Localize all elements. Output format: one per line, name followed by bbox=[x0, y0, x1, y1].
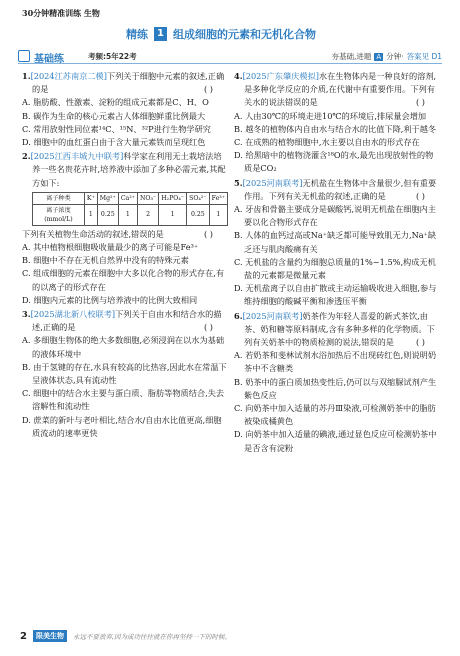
question bbox=[22, 150, 228, 307]
question-text: 科学家在利用无土栽培法培养一些名贵花卉时,培养液中添加了多种必需元素,其配方如下: bbox=[32, 151, 226, 188]
question-stem: 6.[2025河南联考]奶茶作为年轻人喜爱的新式茶饮,由茶、奶和糖等原料制成,含有多种多样的化学物质。下列有关奶茶中的物质检测的说法,错误的是 ( ) bbox=[234, 310, 435, 348]
section-right: 夯基础,进题 A 分钟· 答案见 D1 bbox=[331, 52, 442, 61]
table-header-cell: H₂PO₄⁻ bbox=[159, 192, 187, 204]
answer-option: A. 人由30℃的环境走进10℃的环境后,排尿量会增加 bbox=[234, 110, 427, 121]
table-header-cell: 离子种类 bbox=[33, 192, 85, 204]
question-number: 1. bbox=[22, 71, 31, 81]
answer-option: D. 蔗菜的新叶与老叶相比,结合水/自由水比值更高,细胞质流动的速率更快 bbox=[22, 414, 222, 438]
table-cell: 2 bbox=[137, 204, 158, 225]
table-header-cell: SO₄²⁻ bbox=[187, 192, 210, 204]
question-source: [2025湖北新八校联考] bbox=[30, 309, 116, 320]
answer-link[interactable]: 答案见 D1 bbox=[406, 52, 442, 61]
table-header-cell: Ca²⁺ bbox=[118, 192, 137, 204]
question-number: 3. bbox=[22, 309, 31, 320]
question-text: 奶茶作为年轻人喜爱的新式茶饮,由茶、奶和糖等原料制成,含有多种多样的化学物质。下列有关奶茶中的物质检测的说法,错误的是 bbox=[244, 310, 435, 348]
exercise-title bbox=[126, 24, 338, 44]
answer-option: C. 向奶茶中加入适量的苏丹Ⅲ染液,可检测奶茶中的脂肪被染成橘黄色 bbox=[234, 403, 436, 427]
question-source: [2025河南联考] bbox=[242, 177, 303, 188]
table-cell: 0.25 bbox=[97, 204, 118, 225]
answer-option: A. 牙齿和骨骼主要成分是碳酸钙,说明无机盐在细胞内主要以化合物形式存在 bbox=[234, 204, 437, 228]
answer-option: D. 无机盐离子以自由扩散或主动运输吸收进入细胞,参与维持细胞的酸碱平衡和渗透压平衡 bbox=[234, 283, 437, 307]
answer-option: B. 奶茶中的蛋白质加热变性后,仍可以与双缩脲试剂产生紫色反应 bbox=[234, 376, 437, 400]
running-header: 30分钟精准训练 生物 bbox=[22, 8, 100, 18]
answer-option: D. 细胞中的血红蛋白由于含大量元素铁而呈现红色 bbox=[22, 137, 206, 148]
table-cell: 1 bbox=[159, 204, 187, 225]
footer-slogan: 永远不要放弃,因为成功往往就在你再坚持一下的时候。 bbox=[72, 632, 232, 641]
question bbox=[22, 70, 228, 149]
question bbox=[22, 308, 228, 440]
question-text: 下列关于自由水和结合水的描述,正确的是 bbox=[32, 309, 222, 333]
table-cell: 1 bbox=[84, 204, 97, 225]
question-source: [2025河南联考] bbox=[242, 310, 303, 321]
section-name: 基础练 bbox=[34, 54, 64, 65]
answer-option: B. 碳作为生命的核心元素占人体细胞鲜重比例最大 bbox=[22, 110, 206, 121]
question-text: 下列关于细胞中元素的叙述,正确的是 bbox=[32, 71, 225, 95]
table-header-cell: K⁺ bbox=[84, 192, 97, 204]
question-source: [2025江西丰城九中联考] bbox=[30, 151, 124, 162]
question bbox=[234, 177, 440, 309]
table-cell: 1 bbox=[118, 204, 137, 225]
question-stem: 5.[2025河南联考]无机盐在生物体中含量很少,但有重要作用。下列有关无机盐的叙述,正确的是 ( ) bbox=[234, 177, 437, 201]
page-number: 2 bbox=[20, 630, 27, 642]
title-prefix: 精练 bbox=[126, 28, 148, 41]
followup-text: 下列有关植物生命活动的叙述,错误的是 bbox=[22, 228, 164, 239]
question bbox=[234, 70, 440, 176]
answer-option: C. 在成熟的植物细胞中,水主要以自由水的形式存在 bbox=[234, 137, 420, 148]
answer-option: A. 脂肪酸、性激素、淀粉的组成元素都是C、H、O bbox=[22, 97, 209, 108]
table-cell: 0.25 bbox=[187, 204, 210, 225]
footer bbox=[20, 628, 440, 644]
answer-option: C. 细胞中的结合水主要与蛋白质、脂肪等物质结合,失去溶解性和流动性 bbox=[22, 388, 225, 412]
answer-option: A. 若奶茶和斐林试剂水浴加热后不出现砖红色,则说明奶茶中不含糖类 bbox=[234, 350, 437, 374]
question-stem bbox=[22, 150, 228, 190]
table-header-cell: Mg²⁺ bbox=[97, 192, 118, 204]
answer-option: B. 由于氢键的存在,水具有较高的比热容,因此水在常温下呈液体状态,具有流动性 bbox=[22, 361, 227, 386]
answer-option: D. 给黑暗中的植物浇灌含¹⁸O的水,最先出现放射性的物质是CO₂ bbox=[234, 150, 434, 174]
table-header-cell: Fe³⁺ bbox=[209, 192, 227, 204]
question-number: 4. bbox=[234, 71, 243, 81]
answer-option: A. 多细胞生物体的绝大多数细胞,必须浸润在以水为基础的液体环境中 bbox=[22, 335, 225, 359]
nutrient-table bbox=[32, 192, 228, 226]
question-text: 水在生物体内是一种良好的溶剂,是多种化学反应的介质,在代谢中有重要作用。下列有关水的说法错误的是 bbox=[244, 71, 437, 108]
right-column bbox=[234, 70, 440, 456]
question-stem: 4.[2025广东肇庆模拟]水在生物体内是一种良好的溶剂,是多种化学反应的介质,在代谢中有重要作用。下列有关水的说法错误的是 ( ) bbox=[234, 71, 437, 108]
answer-option: C. 常用放射性同位素¹⁴C、¹⁵N、³²P进行生物学研究 bbox=[22, 123, 211, 134]
question-stem: 1.[2024江苏南京二模]下列关于细胞中元素的叙述,正确的是 ( ) bbox=[22, 71, 225, 95]
answer-option: B. 细胞中不存在无机自然界中没有的特殊元素 bbox=[22, 255, 189, 266]
title-number: 1 bbox=[154, 27, 167, 41]
section-badge: A bbox=[376, 52, 382, 61]
table-cell: 离子浓度(mmol/L) bbox=[33, 204, 85, 225]
answer-option: D. 细胞内元素的比例与培养液中的比例大致相同 bbox=[22, 294, 198, 305]
section-bar bbox=[18, 50, 442, 64]
question-text: 无机盐在生物体中含量很少,但有重要作用。下列有关无机盐的叙述,正确的是 bbox=[244, 177, 437, 201]
title-text: 组成细胞的元素和无机化合物 bbox=[172, 28, 316, 41]
answer-option: C. 无机盐的含量约为细胞总质量的1%~1.5%,构成无机盐的元素都是微量元素 bbox=[234, 256, 436, 281]
pencil-icon bbox=[18, 50, 30, 62]
question-number: 6. bbox=[234, 310, 243, 321]
answer-option: B. 越冬的植物体内自由水与结合水的比值下降,利于越冬 bbox=[234, 123, 437, 134]
table-header-cell: NO₃⁻ bbox=[137, 192, 158, 204]
question-followup: 下列有关植物生命活动的叙述,错误的是 ( ) bbox=[22, 228, 213, 239]
footer-brand: 限美生物 bbox=[33, 630, 67, 642]
answer-option: B. 人体的血钙过高或Na⁺缺乏都可能导致肌无力,Na⁺缺乏还与肌肉酸痛有关 bbox=[234, 230, 437, 254]
question-source: [2025广东肇庆模拟] bbox=[242, 71, 319, 81]
left-column bbox=[22, 70, 228, 441]
answer-option: D. 向奶茶中加入适量的碘液,通过显色反应可检测奶茶中是否含有淀粉 bbox=[234, 429, 437, 453]
question bbox=[234, 310, 440, 455]
question-source: [2024江苏南京二模] bbox=[30, 71, 107, 81]
question-number: 5. bbox=[234, 177, 243, 188]
table-cell: 1 bbox=[209, 204, 227, 225]
answer-option: C. 组成细胞的元素在细胞中大多以化合物的形式存在,有的以离子的形式存在 bbox=[22, 268, 225, 292]
answer-option: A. 其中植物根细胞吸收量最少的离子可能是Fe³⁺ bbox=[22, 242, 199, 253]
question-number: 2. bbox=[22, 151, 31, 162]
section-frequency: 考频:5年22考 bbox=[88, 52, 137, 61]
question-stem: 3.[2025湖北新八校联考]下列关于自由水和结合水的描述,正确的是 ( ) bbox=[22, 309, 222, 333]
